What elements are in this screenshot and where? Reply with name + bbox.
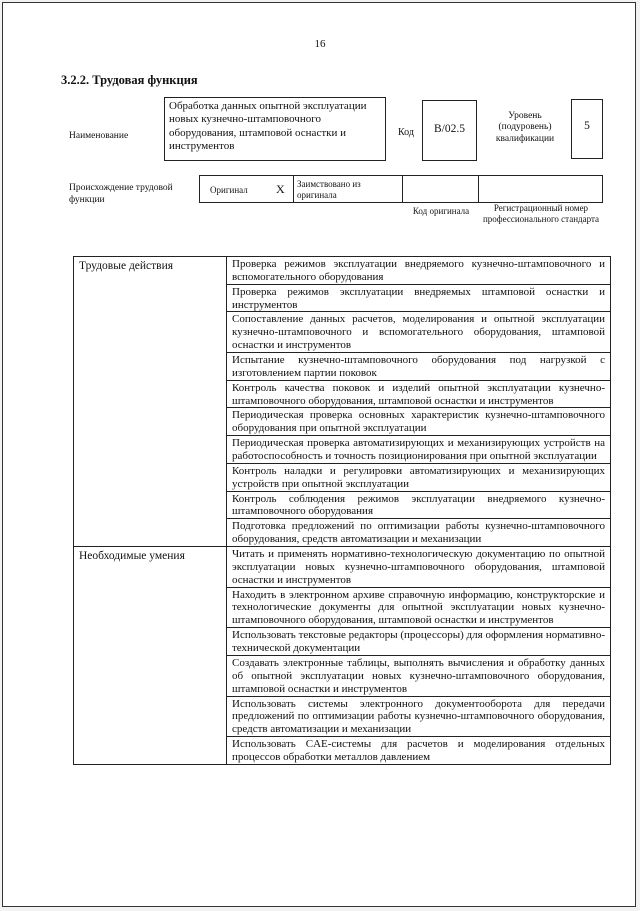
code-label: Код <box>398 127 414 138</box>
level-label: Уровень (подуровень) квалификации <box>495 111 555 144</box>
item-cell <box>227 628 611 656</box>
code-value: B/02.5 <box>434 123 465 135</box>
item-text: Использовать текстовые редакторы (процессоры) для оформления нормативно-технической документации <box>232 629 605 655</box>
category-cell: Необходимые умения <box>74 547 227 765</box>
name-label: Наименование <box>69 131 129 141</box>
code-original-caption: Код оригинала <box>412 206 470 216</box>
code-box <box>422 100 477 161</box>
item-text: Контроль соблюдения режимов эксплуатации внедряемого кузнечно-штамповочного оборудования <box>232 492 605 518</box>
item-text: Использовать системы электронного документооборота для передачи предложений по оптимизации работы кузнечно-штамповочного оборудования, средств автоматизации и механизации <box>232 697 605 736</box>
item-text: Проверка режимов эксплуатации внедряемых штамповой оснастки и инструментов <box>232 285 605 311</box>
item-cell <box>227 380 611 408</box>
origin-borrowed-cell <box>293 176 403 202</box>
level-value: 5 <box>584 120 590 132</box>
item-text: Проверка режимов эксплуатации внедряемого кузнечно-штамповочного и вспомогательного оборудования <box>232 258 605 283</box>
origin-code-cell <box>402 176 479 202</box>
item-cell <box>227 436 611 464</box>
item-cell <box>227 587 611 628</box>
item-cell <box>227 284 611 312</box>
labor-function-table <box>73 256 611 765</box>
origin-original-cell <box>200 176 294 202</box>
origin-label: Происхождение трудовой функции <box>69 183 173 205</box>
item-text: Использовать CAE-системы для расчетов и моделирования отдельных процессов обработки металлов давлением <box>232 738 605 763</box>
item-text: Сопоставление данных расчетов, моделирования и опытной эксплуатации кузнечно-штамповочного и вспомогательного оборудования, штамповой оснастки и инструментов <box>232 313 605 352</box>
item-cell <box>227 312 611 353</box>
item-text: Периодическая проверка основных характеристик кузнечно-штамповочного оборудования при опытной эксплуатации <box>232 409 605 435</box>
original-label: Оригинал <box>210 185 248 195</box>
function-name-box <box>164 97 386 161</box>
item-text: Испытание кузнечно-штамповочного оборудования под нагрузкой с изготовлением партии поковок <box>232 354 605 379</box>
item-cell <box>227 408 611 436</box>
item-cell <box>227 737 611 765</box>
document-page <box>2 2 636 907</box>
category-cell: Трудовые действия <box>74 257 227 547</box>
reg-number-caption: Регистрационный номер профессионального стандарта <box>482 203 600 224</box>
item-text: Периодическая проверка автоматизирующих и механизирующих устройств на работоспособность и точность позиционирования при опытной эксплуатации <box>232 437 605 463</box>
item-text: Читать и применять нормативно-технологическую документацию по опытной эксплуатации новых кузнечно-штамповочного оборудования, штамповой оснастки и инструментов <box>232 548 605 586</box>
item-text: Создавать электронные таблицы, выполнять вычисления и обработку данных об опытной эксплуатации новых кузнечно-штамповочного оборудования, штамповой оснастки и инструментов <box>232 656 605 695</box>
function-name: Обработка данных опытной эксплуатации новых кузнечно-штамповочного оборудования, штамповой оснастки и инструментов <box>169 100 367 153</box>
item-cell <box>227 353 611 381</box>
borrowed-label: Заимствовано из оригинала <box>297 179 361 200</box>
level-box <box>571 99 603 159</box>
item-text: Находить в электронном архиве справочную информацию, конструкторские и технологические документы для опытной эксплуатации новых кузнечно-штамповочного оборудования, штамповой оснастки и инструментов <box>232 588 605 627</box>
page-number: 16 <box>314 38 326 50</box>
item-cell <box>227 463 611 491</box>
item-text: Контроль наладки и регулировки автоматизирующих и механизирующих устройств при опытной эксплуатации <box>232 464 605 490</box>
section-title: 3.2.2. Трудовая функция <box>61 73 198 87</box>
item-cell <box>227 696 611 737</box>
original-mark: X <box>276 182 285 196</box>
item-cell <box>227 519 611 547</box>
item-cell <box>227 655 611 696</box>
item-text: Контроль качества поковок и изделий опытной эксплуатации кузнечно-штамповочного оборудования, штамповой оснастки и инструментов <box>232 381 605 407</box>
item-cell <box>227 547 611 588</box>
origin-table <box>199 175 603 203</box>
item-text: Подготовка предложений по оптимизации работы кузнечно-штамповочного оборудования, средств автоматизации и механизации <box>232 520 605 546</box>
item-cell <box>227 491 611 519</box>
table-row <box>74 547 611 588</box>
table-row <box>74 257 611 285</box>
origin-reg-cell <box>478 176 602 202</box>
item-cell <box>227 257 611 285</box>
